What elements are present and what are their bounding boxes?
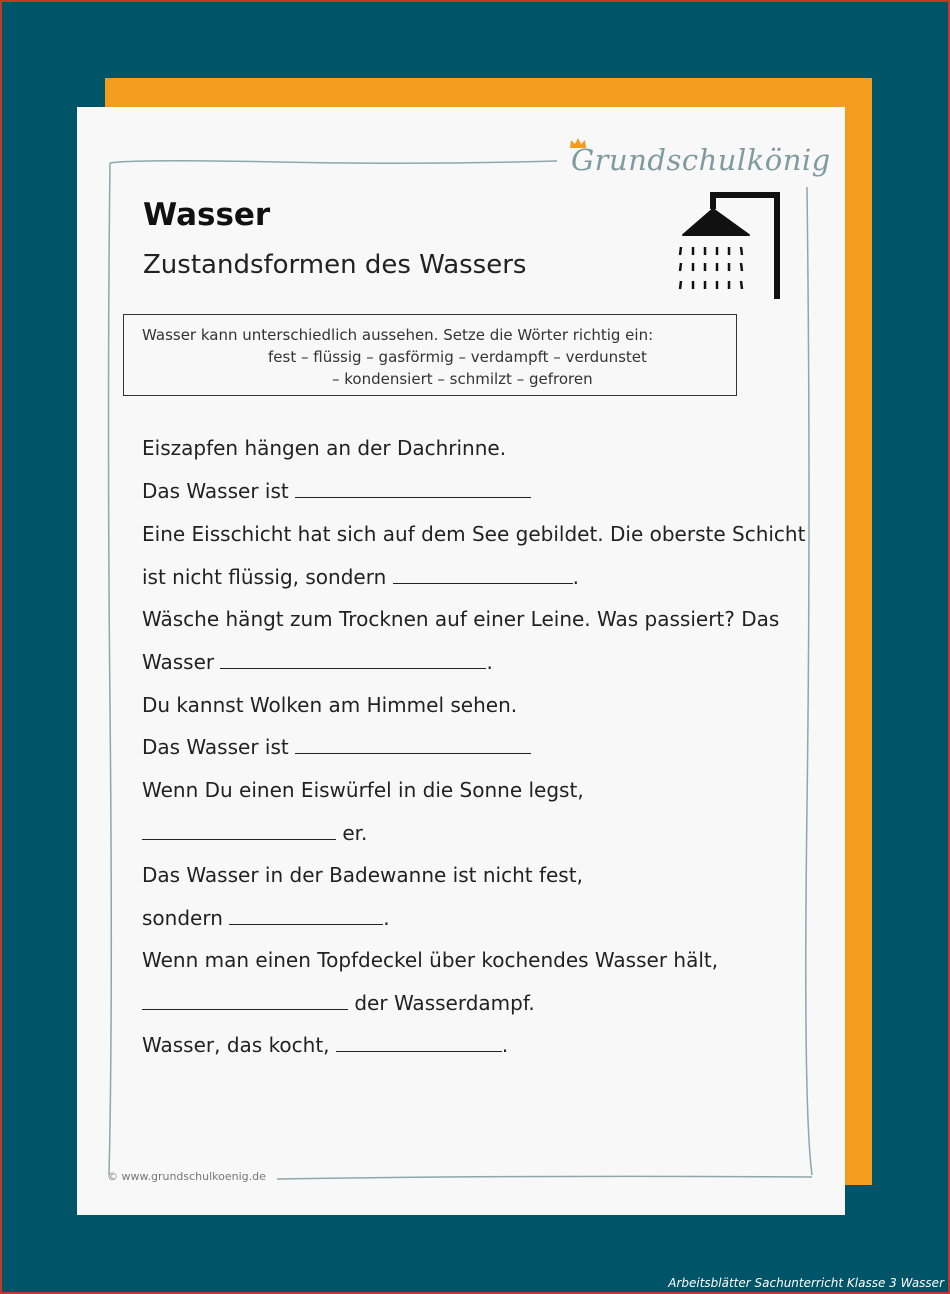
- answer-blank[interactable]: [142, 821, 336, 840]
- instruction-text: Wasser kann unterschiedlich aussehen. Setze die Wörter richtig ein:: [142, 326, 654, 344]
- exercise-text: ist nicht flüssig, sondern: [142, 565, 387, 589]
- exercise-line-6: [142, 650, 493, 674]
- exercise-text: Wenn Du einen Eiswürfel in die Sonne legst,: [142, 778, 584, 802]
- exercise-line-4: [142, 565, 579, 589]
- exercise-line-9: [142, 778, 584, 802]
- exercise-line-8: [142, 735, 531, 759]
- exercise-text: Wasser: [142, 650, 215, 674]
- exercise-text: Eiszapfen hängen an der Dachrinne.: [142, 436, 507, 460]
- page-title: Wasser: [143, 197, 271, 233]
- exercise-text: Du kannst Wolken am Himmel sehen.: [142, 693, 518, 717]
- exercise-line-7: [142, 693, 517, 717]
- exercise-text: .: [501, 1033, 509, 1057]
- exercise-text: Wenn man einen Topfdeckel über kochendes Wasser hält,: [142, 948, 719, 972]
- answer-blank[interactable]: [142, 991, 348, 1010]
- exercise-text: .: [572, 565, 579, 589]
- worksheet-page: [77, 107, 845, 1215]
- exercise-line-5: [142, 607, 779, 631]
- exercise-text: Das Wasser in der Badewanne ist nicht fest,: [142, 863, 583, 887]
- exercise-text: .: [486, 650, 493, 674]
- answer-blank[interactable]: [336, 1033, 502, 1052]
- exercise-line-13: [142, 948, 718, 972]
- answer-blank[interactable]: [229, 906, 383, 925]
- answer-blank[interactable]: [295, 479, 531, 498]
- exercise-line-3: [142, 522, 805, 546]
- footer-url: © www.grundschulkoenig.de: [107, 1170, 266, 1183]
- exercise-line-14: [142, 991, 535, 1015]
- instruction-box: [123, 314, 737, 396]
- exercise-line-11: [142, 863, 583, 887]
- word-bank-line-2: – kondensiert – schmilzt – gefroren: [332, 370, 593, 388]
- exercise-text: Wasser, das kocht,: [142, 1033, 330, 1057]
- exercise-line-10: [142, 821, 367, 845]
- answer-blank[interactable]: [220, 650, 486, 669]
- exercise-text: .: [383, 906, 390, 930]
- word-bank-line-1: fest – flüssig – gasförmig – verdampft – verdunstet: [268, 348, 647, 366]
- exercise-text: Das Wasser ist: [142, 735, 289, 759]
- exercise-line-15: [142, 1033, 508, 1057]
- page-subtitle: Zustandsformen des Wassers: [143, 250, 527, 280]
- exercise-line-2: [142, 479, 531, 503]
- answer-blank[interactable]: [393, 565, 573, 584]
- exercise-text: Das Wasser ist: [142, 479, 289, 503]
- exercise-text: sondern: [142, 906, 223, 930]
- exercise-line-12: [142, 906, 390, 930]
- exercise-text: er.: [342, 821, 368, 845]
- brand-logo: Grundschulkönig: [571, 143, 831, 177]
- exercise-text: Eine Eisschicht hat sich auf dem See gebildet. Die oberste Schicht: [142, 522, 806, 546]
- watermark-caption: Arbeitsblätter Sachunterricht Klasse 3 Wasser: [668, 1276, 944, 1290]
- exercise-text: der Wasserdampf.: [354, 991, 535, 1015]
- exercise-line-1: [142, 436, 506, 460]
- shower-icon: [673, 189, 785, 301]
- exercise-text: Wäsche hängt zum Trocknen auf einer Leine. Was passiert? Das: [142, 607, 780, 631]
- answer-blank[interactable]: [295, 735, 531, 754]
